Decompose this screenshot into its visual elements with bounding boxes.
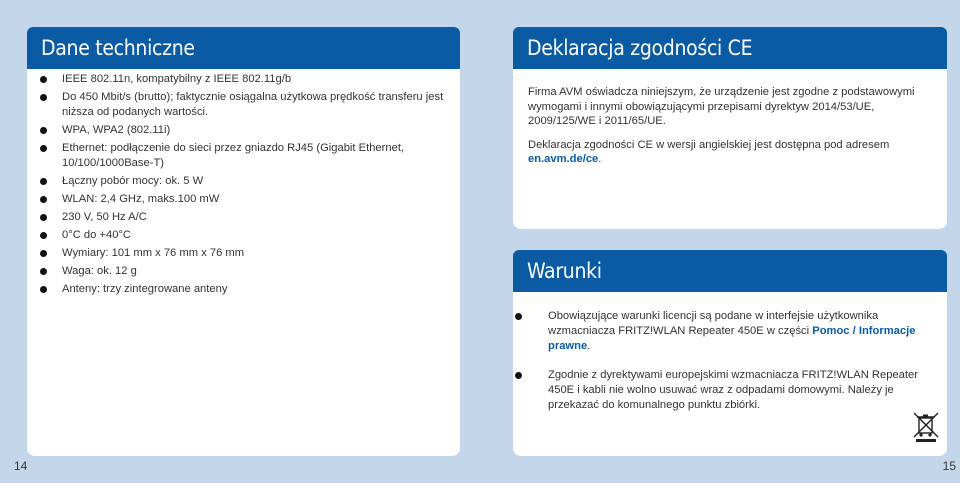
ce-declaration-link-text <box>513 138 947 167</box>
list-item: Do 450 Mbit/s (brutto); faktycznie osiągalna użytkowa prędkość transferu jest niższa od podanych wartości. <box>27 90 444 120</box>
list-item: Zgodnie z dyrektywami europejskimi wzmacniacza FRITZ!WLAN Repeater 450E i kabli nie wolno usuwać wraz z odpadami domowymi. Należy je przekazać do komunalnego punktu zbiórki. <box>513 368 937 413</box>
terms-list <box>513 309 937 427</box>
list-item: Łączny pobór mocy: ok. 5 W <box>27 174 444 189</box>
list-item <box>513 309 937 354</box>
technical-data-list <box>27 69 444 297</box>
terms-panel <box>513 250 947 456</box>
list-item: Ethernet: podłączenie do sieci przez gniazdo RJ45 (Gigabit Ethernet, 10/100/1000Base-T) <box>27 141 444 171</box>
ce-declaration-panel <box>513 27 947 229</box>
ce-declaration-text: Firma AVM oświadcza niniejszym, że urządzenie jest zgodne z podstawowymi wymogami i innymi obowiązującymi przepisami dyrektyw 2014/53/UE, 2009/125/WE i 2011/65/UE. <box>528 86 915 127</box>
terms-item-prefix: Obowiązujące warunki licencji są podane w interfejsie użytkownika wzmacniacza FRITZ!WLAN Repeater 450E w części <box>548 310 879 337</box>
legal-info-link[interactable]: Pomoc / Informacje prawne <box>548 325 916 352</box>
page-number-right: 15 <box>942 459 956 473</box>
list-item: Waga: ok. 12 g <box>27 264 444 279</box>
list-item: 0°C do +40°C <box>27 228 444 243</box>
list-item: WPA, WPA2 (802.11i) <box>27 123 444 138</box>
page-number-left: 14 <box>14 459 28 473</box>
list-item: Anteny: trzy zintegrowane anteny <box>27 282 444 297</box>
ce-link-suffix: . <box>598 153 602 165</box>
list-item: IEEE 802.11n, kompatybilny z IEEE 802.11g/b <box>27 72 444 87</box>
technical-data-panel <box>27 27 460 456</box>
crossed-out-wheelie-bin-icon <box>911 410 941 442</box>
ce-declaration-link[interactable]: en.avm.de/ce <box>528 153 599 165</box>
list-item: WLAN: 2,4 GHz, maks.100 mW <box>27 192 444 207</box>
list-item: 230 V, 50 Hz A/C <box>27 210 444 225</box>
ce-declaration-title: Deklaracja zgodności CE <box>513 27 947 69</box>
technical-data-title: Dane techniczne <box>27 27 460 69</box>
ce-link-prefix: Deklaracja zgodności CE w wersji angielskiej jest dostępna pod adresem <box>528 138 890 151</box>
terms-title: Warunki <box>513 250 947 292</box>
terms-item-suffix: . <box>587 340 591 352</box>
list-item: Wymiary: 101 mm x 76 mm x 76 mm <box>27 246 444 261</box>
